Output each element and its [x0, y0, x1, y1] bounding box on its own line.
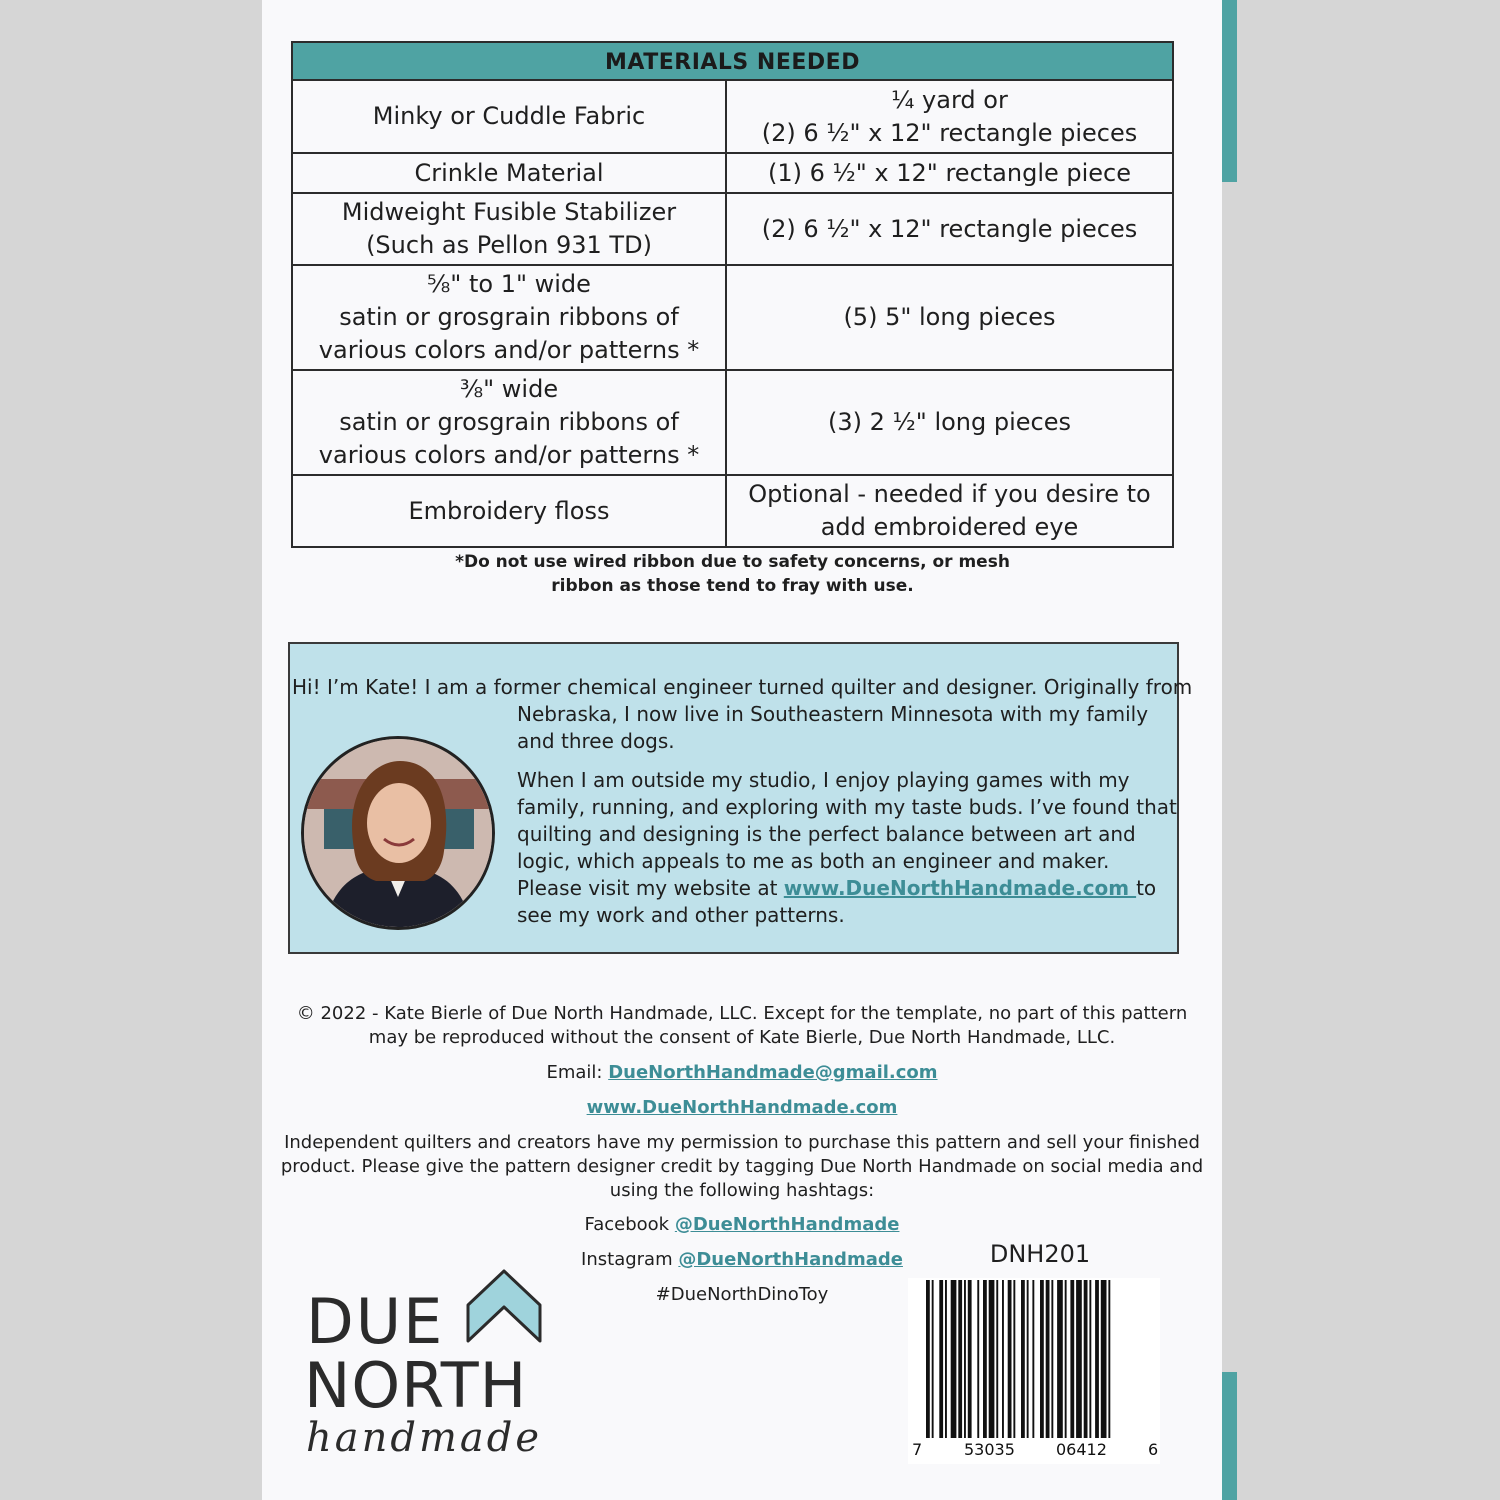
website-link[interactable]: www.DueNorthHandmade.com [586, 1097, 898, 1118]
logo-line-2: NORTH [304, 1349, 528, 1422]
barcode-digit-group-1: 53035 [964, 1440, 1015, 1459]
permission-line: using the following hashtags: [609, 1180, 875, 1201]
bio-lead-text: Hi! I’m Kate! I am a former chemical engineer turned quilter and designer. Originally from [292, 675, 1193, 699]
material-item: Crinkle Material [292, 153, 726, 193]
table-row [292, 80, 1173, 153]
copyright-text [262, 1002, 1222, 1050]
designer-bio-box [288, 642, 1193, 954]
bio-para2-text: When I am outside my studio, I enjoy playing games with my family, running, and exploring with my taste buds. I’ve found that quilting and designing is the perfect balance between art and logic, which appeals to me as both an engineer and maker. Please visit my website at [517, 768, 1177, 900]
table-row [292, 475, 1173, 547]
table-row [292, 193, 1173, 265]
material-quantity: (2) 6 ½" x 12" rectangle pieces [726, 193, 1173, 265]
permission-text [262, 1131, 1222, 1203]
copyright-line: may be reproduced without the consent of Kate Bierle, Due North Handmade, LLC. [368, 1027, 1116, 1048]
instagram-link[interactable]: @DueNorthHandmade [678, 1249, 903, 1270]
bio-rest-text: Nebraska, I now live in Southeastern Minnesota with my family and three dogs. [517, 702, 1149, 753]
material-item: Midweight Fusible Stabilizer (Such as Pellon 931 TD) [292, 193, 726, 265]
materials-table [291, 41, 1174, 548]
materials-footnote: *Do not use wired ribbon due to safety concerns, or mesh ribbon as those tend to fray with use. [455, 552, 1010, 596]
facebook-label: Facebook [584, 1214, 675, 1235]
material-quantity: (5) 5" long pieces [726, 265, 1173, 370]
material-quantity: ¼ yard or (2) 6 ½" x 12" rectangle pieces [726, 80, 1173, 153]
permission-line: product. Please give the pattern designer credit by tagging Due North Handmade on social media and [280, 1156, 1204, 1177]
copyright-line: © 2022 - Kate Bierle of Due North Handmade, LLC. Except for the template, no part of this pattern [296, 1003, 1188, 1024]
material-item: Embroidery floss [292, 475, 726, 547]
teal-edge-strip-top [1222, 0, 1237, 182]
email-label: Email: [546, 1062, 609, 1083]
facebook-line [262, 1213, 1222, 1237]
barcode-icon [908, 1278, 1160, 1464]
barcode-digit-last: 6 [1148, 1440, 1159, 1459]
table-row [292, 265, 1173, 370]
material-item: Minky or Cuddle Fabric [292, 80, 726, 153]
material-quantity: (1) 6 ½" x 12" rectangle piece [726, 153, 1173, 193]
bio-website-link[interactable]: www.DueNorthHandmade.com [783, 876, 1137, 900]
barcode-digit-1: 7 [912, 1440, 923, 1459]
table-row [292, 153, 1173, 193]
table-row [292, 370, 1173, 475]
facebook-link[interactable]: @DueNorthHandmade [674, 1214, 900, 1235]
north-arrow-icon [468, 1271, 540, 1341]
designer-photo-icon [304, 739, 492, 927]
teal-edge-strip-bottom [1222, 1372, 1237, 1500]
material-quantity: Optional - needed if you desire to add embroidered eye [726, 475, 1173, 547]
due-north-logo [300, 1265, 550, 1465]
permission-line: Independent quilters and creators have my permission to purchase this pattern and sell your finished [284, 1132, 1200, 1153]
barcode-digit-group-2: 06412 [1056, 1440, 1107, 1459]
material-item: ⅝" to 1" wide satin or grosgrain ribbons of various colors and/or patterns * [292, 265, 726, 370]
bio-paragraph-2 [517, 767, 1179, 929]
material-item: ⅜" wide satin or grosgrain ribbons of various colors and/or patterns * [292, 370, 726, 475]
instagram-label: Instagram [581, 1249, 679, 1270]
materials-heading: MATERIALS NEEDED [291, 41, 1174, 79]
bio-para2-end: to see my work and other patterns. [517, 876, 1157, 927]
product-code: DNH201 [989, 1240, 1091, 1268]
designer-avatar [301, 736, 495, 930]
hashtag-text: #DueNorthDinoToy [655, 1284, 829, 1305]
material-quantity: (3) 2 ½" long pieces [726, 370, 1173, 475]
email-link[interactable]: DueNorthHandmade@gmail.com [608, 1062, 938, 1083]
logo-line-3: handmade [306, 1415, 543, 1461]
email-line [262, 1061, 1222, 1085]
website-line [262, 1096, 1222, 1120]
logo-line-1: DUE [306, 1285, 445, 1358]
